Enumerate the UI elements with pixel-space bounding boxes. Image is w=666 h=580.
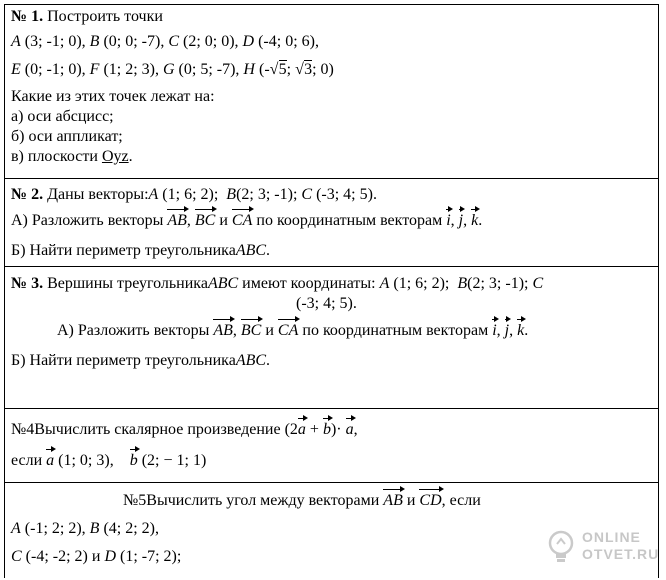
vector-b: b	[129, 452, 138, 469]
task1-option-a: а) оси абсцисс;	[11, 108, 114, 125]
watermark	[546, 526, 660, 570]
task4-statement: №4Вычислить скалярное произведение (2a + b)· a,	[11, 421, 358, 438]
task1-cell	[4, 4, 659, 179]
task2-part-a: А) Разложить векторы AB, BC и CA по координатным векторам i, j, k.	[11, 212, 483, 229]
task1-number: № 1.	[11, 8, 44, 25]
task3-cell	[4, 266, 659, 409]
task2-cell	[4, 178, 659, 267]
task1-option-c: в) плоскости Oyz.	[11, 148, 133, 165]
sqrt-three: √ 3	[295, 60, 312, 80]
vector-ca: CA	[231, 212, 253, 229]
task1-option-b: б) оси аппликат;	[11, 128, 123, 145]
task2-part-b: Б) Найти периметр треугольникаABC.	[11, 242, 271, 259]
task-sheet	[4, 4, 661, 578]
task1-points-line2: E (0; -1; 0), F (1; 2; 3), G (0; 5; -7), H (-√ 5; √ 3; 0)	[11, 60, 334, 80]
task3-part-a: А) Разложить векторы AB, BC и CA по координатным векторам i, j, k.	[57, 322, 529, 339]
task1-question: Какие из этих точек лежат на:	[11, 88, 215, 105]
task1-title	[11, 7, 163, 27]
task5-points-line1: A (-1; 2; 2), B (4; 2; 2),	[11, 520, 159, 537]
task5-points-line2: C (-4; -2; 2) и D (1; -7; 2);	[11, 548, 182, 565]
task4-cell	[4, 408, 659, 483]
lightbulb-icon	[546, 530, 576, 566]
watermark-text: ONLINE OTVET.RU	[582, 529, 660, 562]
task2-statement: № 2. Даны векторы:A (1; 6; 2); B(2; 3; -1); C (-3; 4; 5).	[11, 186, 377, 203]
task4-condition: если a (1; 0; 3), b (2; − 1; 1)	[11, 452, 207, 469]
vector-cd: CD	[419, 492, 442, 509]
vector-bc: BC	[194, 212, 216, 229]
sqrt-five: √ 5	[270, 60, 287, 80]
task3-statement-cont: (-3; 4; 5).	[296, 295, 357, 312]
vector-a: a	[46, 452, 55, 469]
task3-statement: № 3. Вершины треугольникаABC имеют координаты: A (1; 6; 2); B(2; 3; -1); C	[11, 275, 544, 292]
task1-title-text: Построить точки	[47, 8, 163, 25]
vector-ab: AB	[167, 212, 187, 229]
task1-points-line1: A (3; -1; 0), B (0; 0; -7), C (2; 0; 0), D (-4; 0; 6),	[11, 33, 319, 50]
task3-part-b: Б) Найти периметр треугольникаABC.	[11, 352, 271, 369]
task5-statement: №5Вычислить угол между векторами AB и CD, если	[123, 492, 481, 509]
